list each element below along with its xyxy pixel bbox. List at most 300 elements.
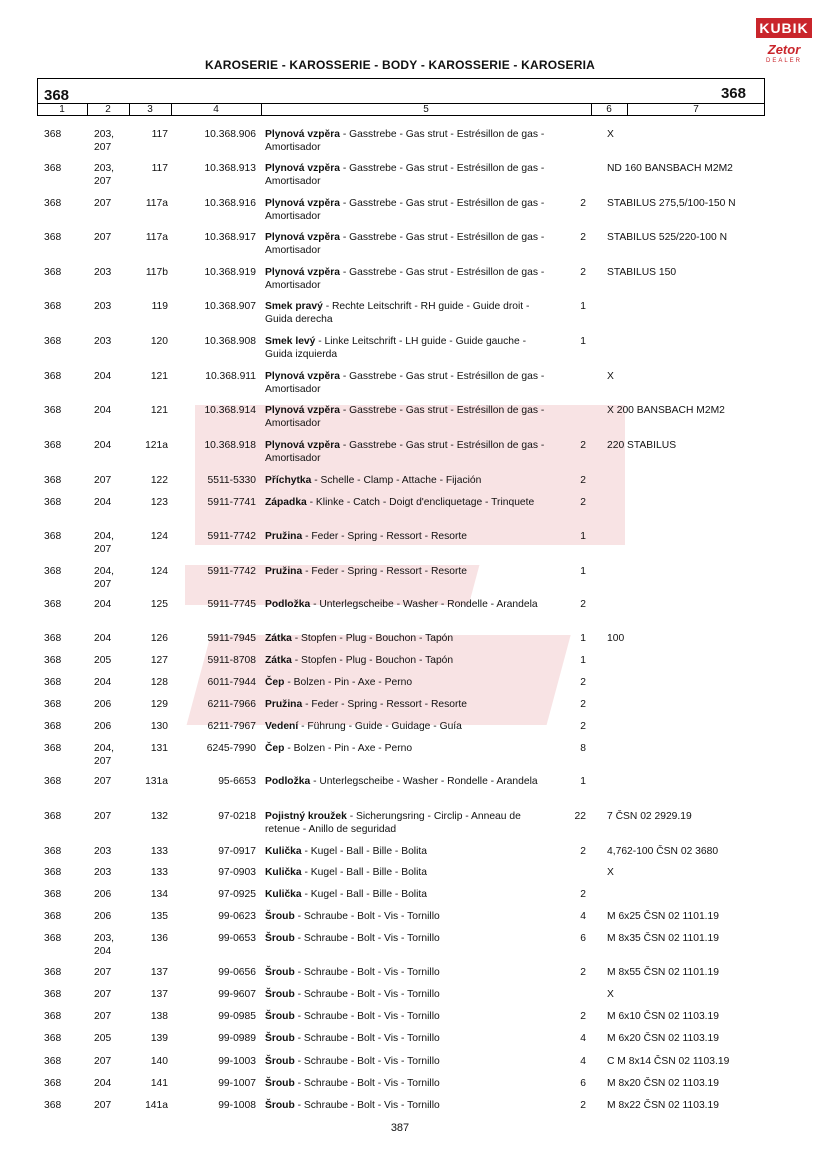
part-translations: - Kugel - Ball - Bille - Bolita	[301, 867, 427, 878]
group-cell: 368	[44, 889, 62, 900]
quantity-cell: 2	[580, 267, 586, 278]
position-cell: 141a	[145, 1100, 168, 1111]
part-number-cell: 99-1007	[218, 1078, 256, 1089]
figure-cell: 206	[94, 721, 112, 732]
description-cell	[265, 632, 551, 645]
part-name: Šroub	[265, 911, 295, 922]
part-name: Plynová vzpěra	[265, 371, 340, 382]
part-number-cell: 99-0985	[218, 1011, 256, 1022]
group-cell: 368	[44, 1078, 62, 1089]
note-cell: STABILUS 525/220-100 N	[607, 232, 728, 243]
note-cell: M 6x10 ČSN 02 1103.19	[607, 1011, 719, 1022]
note-cell: X	[607, 129, 614, 140]
quantity-cell: 2	[580, 599, 586, 610]
figure-cell: 204	[94, 633, 112, 644]
description-cell	[265, 988, 551, 1001]
description-cell	[265, 474, 551, 487]
part-name: Plynová vzpěra	[265, 129, 340, 140]
figure-cell: 203	[94, 336, 112, 347]
description-cell	[265, 128, 551, 154]
part-number-cell: 6011-7944	[207, 677, 256, 688]
note-cell: M 8x22 ČSN 02 1103.19	[607, 1100, 719, 1111]
description-cell	[265, 866, 551, 879]
part-number-cell: 97-0218	[218, 811, 256, 822]
description-cell	[265, 845, 551, 858]
note-cell: M 6x25 ČSN 02 1101.19	[607, 911, 719, 922]
group-cell: 368	[44, 232, 62, 243]
note-cell: 7 ČSN 02 2929.19	[607, 811, 692, 822]
description-cell	[265, 598, 551, 611]
group-cell: 368	[44, 989, 62, 1000]
description-cell	[265, 565, 551, 578]
column-header-3: 3	[129, 104, 172, 116]
group-cell: 368	[44, 911, 62, 922]
position-cell: 133	[150, 846, 168, 857]
column-header-2: 2	[87, 104, 130, 116]
description-cell	[265, 162, 551, 188]
description-cell	[265, 676, 551, 689]
description-cell	[265, 1032, 551, 1045]
description-cell	[265, 335, 551, 361]
note-cell: STABILUS 275,5/100-150 N	[607, 198, 736, 209]
figure-cell: 203	[94, 867, 112, 878]
group-code-right: 368	[720, 85, 746, 102]
position-cell: 121	[150, 405, 168, 416]
part-name: Západka	[265, 497, 307, 508]
note-cell: X	[607, 867, 614, 878]
group-cell: 368	[44, 776, 62, 787]
part-translations: - Gasstrebe - Gas strut - Estrésillon de gas - Amortisador	[265, 163, 545, 187]
position-cell: 124	[150, 566, 168, 577]
group-cell: 368	[44, 497, 62, 508]
part-translations: - Rechte Leitschrift - RH guide - Guide droit - Guida derecha	[265, 301, 530, 325]
position-cell: 117	[151, 163, 168, 174]
position-cell: 139	[150, 1033, 168, 1044]
part-name: Zátka	[265, 655, 292, 666]
group-cell: 368	[44, 440, 62, 451]
position-cell: 130	[150, 721, 168, 732]
description-cell	[265, 1010, 551, 1023]
part-name: Čep	[265, 743, 285, 754]
group-cell: 368	[44, 198, 62, 209]
description-cell	[265, 698, 551, 711]
part-translations: - Gasstrebe - Gas strut - Estrésillon de gas - Amortisador	[265, 440, 545, 464]
part-number-cell: 99-0623	[218, 911, 256, 922]
part-number-cell: 10.368.906	[204, 129, 256, 140]
part-name: Šroub	[265, 967, 295, 978]
part-number-cell: 10.368.919	[204, 267, 256, 278]
figure-cell: 204	[94, 497, 112, 508]
position-cell: 135	[150, 911, 168, 922]
part-translations: - Gasstrebe - Gas strut - Estrésillon de gas - Amortisador	[265, 129, 545, 153]
part-name: Kulička	[265, 889, 302, 900]
group-cell: 368	[44, 655, 62, 666]
quantity-cell: 2	[580, 475, 586, 486]
position-cell: 117b	[145, 267, 168, 278]
description-cell	[265, 932, 551, 945]
figure-cell: 203, 207	[94, 163, 115, 187]
position-cell: 126	[150, 633, 168, 644]
quantity-cell: 1	[580, 531, 586, 542]
quantity-cell: 2	[580, 198, 586, 209]
description-cell	[265, 496, 551, 509]
figure-cell: 207	[94, 1100, 112, 1111]
part-translations: - Schraube - Bolt - Vis - Tornillo	[294, 989, 440, 1000]
part-number-cell: 99-0989	[218, 1033, 256, 1044]
description-cell	[265, 231, 551, 257]
part-translations: - Klinke - Catch - Doigt d'encliquetage - Trinquete	[306, 497, 535, 508]
part-number-cell: 10.368.908	[204, 336, 256, 347]
note-cell: STABILUS 150	[607, 267, 677, 278]
part-name: Podložka	[265, 776, 311, 787]
part-number-cell: 10.368.911	[205, 371, 256, 382]
description-cell	[265, 370, 551, 396]
part-translations: - Schraube - Bolt - Vis - Tornillo	[294, 1078, 440, 1089]
column-header-7: 7	[693, 104, 699, 115]
group-cell: 368	[44, 475, 62, 486]
part-translations: - Feder - Spring - Ressort - Resorte	[302, 699, 467, 710]
column-header-4: 4	[171, 104, 262, 116]
kubik-logo-text: KUBIK	[756, 18, 812, 38]
part-number-cell: 10.368.916	[204, 198, 256, 209]
figure-cell: 204	[94, 677, 112, 688]
note-cell: ND 160 BANSBACH M2M2	[607, 163, 733, 174]
position-cell: 117a	[145, 198, 168, 209]
position-cell: 131a	[145, 776, 168, 787]
quantity-cell: 6	[580, 1078, 586, 1089]
part-name: Šroub	[265, 1078, 295, 1089]
part-name: Šroub	[265, 1100, 295, 1111]
position-cell: 117a	[145, 232, 168, 243]
figure-cell: 203	[94, 846, 112, 857]
part-name: Pružina	[265, 566, 303, 577]
part-number-cell: 97-0925	[218, 889, 256, 900]
part-translations: - Schraube - Bolt - Vis - Tornillo	[294, 933, 440, 944]
group-cell: 368	[44, 599, 62, 610]
quantity-cell: 2	[580, 1100, 586, 1111]
figure-cell: 205	[94, 655, 112, 666]
group-cell: 368	[44, 1011, 62, 1022]
part-name: Čep	[265, 677, 285, 688]
quantity-cell: 2	[580, 232, 586, 243]
part-translations: - Unterlegscheibe - Washer - Rondelle - Arandela	[310, 776, 538, 787]
part-name: Kulička	[265, 867, 302, 878]
part-translations: - Gasstrebe - Gas strut - Estrésillon de gas - Amortisador	[265, 405, 545, 429]
quantity-cell: 2	[580, 497, 586, 508]
position-cell: 137	[150, 989, 168, 1000]
figure-cell: 204, 207	[94, 566, 115, 590]
note-cell: C M 8x14 ČSN 02 1103.19	[607, 1056, 730, 1067]
figure-cell: 204, 207	[94, 743, 115, 767]
description-cell	[265, 197, 551, 223]
group-cell: 368	[44, 867, 62, 878]
quantity-cell: 2	[580, 846, 586, 857]
part-translations: - Gasstrebe - Gas strut - Estrésillon de gas - Amortisador	[265, 198, 545, 222]
quantity-cell: 1	[580, 633, 586, 644]
part-name: Plynová vzpěra	[265, 198, 340, 209]
quantity-cell: 2	[580, 1011, 586, 1022]
note-cell: 4,762-100 ČSN 02 3680	[607, 846, 719, 857]
part-translations: - Schraube - Bolt - Vis - Tornillo	[294, 1056, 440, 1067]
position-cell: 138	[150, 1011, 168, 1022]
part-number-cell: 99-0656	[218, 967, 256, 978]
part-name: Pružina	[265, 699, 303, 710]
part-number-cell: 10.368.918	[204, 440, 256, 451]
figure-cell: 207	[94, 198, 112, 209]
description-cell	[265, 439, 551, 465]
figure-cell: 204, 207	[94, 531, 115, 555]
part-translations: - Stopfen - Plug - Bouchon - Tapón	[291, 633, 454, 644]
part-translations: - Bolzen - Pin - Axe - Perno	[284, 743, 413, 754]
part-name: Šroub	[265, 1056, 295, 1067]
group-cell: 368	[44, 301, 62, 312]
part-number-cell: 99-1003	[218, 1056, 256, 1067]
position-cell: 132	[150, 811, 168, 822]
part-translations: - Feder - Spring - Ressort - Resorte	[302, 531, 467, 542]
figure-cell: 204	[94, 371, 112, 382]
part-translations: - Kugel - Ball - Bille - Bolita	[301, 889, 427, 900]
figure-cell: 207	[94, 776, 112, 787]
part-number-cell: 6245-7990	[206, 743, 256, 754]
column-header-6: 6	[591, 104, 628, 116]
quantity-cell: 4	[580, 1056, 586, 1067]
figure-cell: 203, 204	[94, 933, 115, 957]
part-translations: - Kugel - Ball - Bille - Bolita	[301, 846, 427, 857]
note-cell: M 8x20 ČSN 02 1103.19	[607, 1078, 719, 1089]
part-number-cell: 99-1008	[218, 1100, 256, 1111]
quantity-cell: 4	[580, 911, 586, 922]
part-translations: - Stopfen - Plug - Bouchon - Tapón	[291, 655, 454, 666]
part-name: Plynová vzpěra	[265, 232, 340, 243]
position-cell: 128	[150, 677, 168, 688]
description-cell	[265, 742, 551, 755]
description-cell	[265, 654, 551, 667]
part-translations: - Gasstrebe - Gas strut - Estrésillon de gas - Amortisador	[265, 371, 545, 395]
group-cell: 368	[44, 163, 62, 174]
part-name: Podložka	[265, 599, 311, 610]
group-cell: 368	[44, 743, 62, 754]
part-number-cell: 5911-7745	[207, 599, 256, 610]
group-cell: 368	[44, 267, 62, 278]
group-cell: 368	[44, 1033, 62, 1044]
part-number-cell: 10.368.914	[204, 405, 256, 416]
group-cell: 368	[44, 633, 62, 644]
part-name: Pružina	[265, 531, 303, 542]
group-cell: 368	[44, 699, 62, 710]
part-translations: - Schraube - Bolt - Vis - Tornillo	[294, 1011, 440, 1022]
figure-cell: 203, 207	[94, 129, 115, 153]
quantity-cell: 6	[580, 933, 586, 944]
part-name: Šroub	[265, 933, 295, 944]
part-translations: - Schelle - Clamp - Attache - Fijación	[311, 475, 482, 486]
group-cell: 368	[44, 1056, 62, 1067]
dealer-logo-text: DEALER	[765, 58, 802, 64]
figure-cell: 206	[94, 699, 112, 710]
quantity-cell: 2	[580, 721, 586, 732]
part-number-cell: 5911-7945	[207, 633, 256, 644]
part-translations: - Sicherungsring - Circlip - Anneau de retenue - Anillo de seguridad	[265, 811, 521, 835]
quantity-cell: 4	[580, 1033, 586, 1044]
figure-cell: 207	[94, 475, 112, 486]
column-header-1: 1	[37, 104, 88, 116]
part-name: Smek levý	[265, 336, 316, 347]
position-cell: 134	[150, 889, 168, 900]
part-name: Kulička	[265, 846, 302, 857]
description-cell	[265, 966, 551, 979]
figure-cell: 207	[94, 1011, 112, 1022]
part-name: Příchytka	[265, 475, 312, 486]
group-cell: 368	[44, 336, 62, 347]
group-cell: 368	[44, 721, 62, 732]
position-cell: 125	[150, 599, 168, 610]
group-cell: 368	[44, 566, 62, 577]
figure-cell: 206	[94, 911, 112, 922]
description-cell	[265, 810, 551, 836]
part-number-cell: 99-9607	[218, 989, 256, 1000]
description-cell	[265, 1055, 551, 1068]
group-cell: 368	[44, 405, 62, 416]
zetor-logo-text: Zetor	[767, 42, 801, 57]
position-cell: 140	[150, 1056, 168, 1067]
description-cell	[265, 888, 551, 901]
note-cell: X	[607, 989, 614, 1000]
figure-cell: 207	[94, 989, 112, 1000]
figure-cell: 206	[94, 889, 112, 900]
part-number-cell: 5511-5330	[207, 475, 256, 486]
figure-cell: 207	[94, 232, 112, 243]
group-cell: 368	[44, 933, 62, 944]
part-number-cell: 97-0903	[218, 867, 256, 878]
group-cell: 368	[44, 677, 62, 688]
part-name: Zátka	[265, 633, 292, 644]
group-cell: 368	[44, 967, 62, 978]
part-number-cell: 6211-7967	[207, 721, 256, 732]
position-cell: 120	[150, 336, 168, 347]
position-cell: 141	[150, 1078, 168, 1089]
part-name: Plynová vzpěra	[265, 440, 340, 451]
part-translations: - Gasstrebe - Gas strut - Estrésillon de gas - Amortisador	[265, 232, 545, 256]
note-cell: M 6x20 ČSN 02 1103.19	[607, 1033, 719, 1044]
part-translations: - Schraube - Bolt - Vis - Tornillo	[294, 1100, 440, 1111]
position-cell: 117	[151, 129, 168, 140]
figure-cell: 207	[94, 967, 112, 978]
part-number-cell: 10.368.917	[204, 232, 256, 243]
figure-cell: 207	[94, 811, 112, 822]
group-cell: 368	[44, 846, 62, 857]
group-code-left: 368	[44, 87, 70, 104]
part-number-cell: 5911-7742	[207, 566, 256, 577]
figure-cell: 204	[94, 599, 112, 610]
description-cell	[265, 1077, 551, 1090]
note-cell: X 200 BANSBACH M2M2	[607, 405, 725, 416]
figure-cell: 204	[94, 440, 112, 451]
figure-cell: 203	[94, 301, 112, 312]
note-cell: 100	[607, 633, 625, 644]
quantity-cell: 2	[580, 889, 586, 900]
part-translations: - Gasstrebe - Gas strut - Estrésillon de gas - Amortisador	[265, 267, 545, 291]
part-translations: - Schraube - Bolt - Vis - Tornillo	[294, 1033, 440, 1044]
description-cell	[265, 530, 551, 543]
part-number-cell: 5911-7742	[207, 531, 256, 542]
figure-cell: 207	[94, 1056, 112, 1067]
position-cell: 137	[150, 967, 168, 978]
part-translations: - Linke Leitschrift - LH guide - Guide gauche - Guida izquierda	[265, 336, 527, 360]
part-number-cell: 5911-8708	[207, 655, 256, 666]
quantity-cell: 1	[580, 301, 586, 312]
group-cell: 368	[44, 371, 62, 382]
part-translations: - Führung - Guide - Guidage - Guía	[298, 721, 462, 732]
group-cell: 368	[44, 1100, 62, 1111]
position-cell: 119	[151, 301, 168, 312]
description-cell	[265, 1099, 551, 1112]
group-cell: 368	[44, 129, 62, 140]
figure-cell: 205	[94, 1033, 112, 1044]
part-number-cell: 95-6653	[218, 776, 256, 787]
position-cell: 123	[150, 497, 168, 508]
part-name: Pojistný kroužek	[265, 811, 347, 822]
part-name: Plynová vzpěra	[265, 267, 340, 278]
part-translations: - Schraube - Bolt - Vis - Tornillo	[294, 911, 440, 922]
part-number-cell: 5911-7741	[207, 497, 256, 508]
part-number-cell: 10.368.913	[204, 163, 256, 174]
part-name: Šroub	[265, 1033, 295, 1044]
description-cell	[265, 300, 551, 326]
position-cell: 124	[150, 531, 168, 542]
figure-cell: 204	[94, 1078, 112, 1089]
description-cell	[265, 910, 551, 923]
part-number-cell: 6211-7966	[207, 699, 256, 710]
quantity-cell: 1	[580, 776, 586, 787]
figure-cell: 204	[94, 405, 112, 416]
quantity-cell: 1	[580, 655, 586, 666]
part-translations: - Bolzen - Pin - Axe - Perno	[284, 677, 413, 688]
position-cell: 129	[150, 699, 168, 710]
part-translations: - Unterlegscheibe - Washer - Rondelle - Arandela	[310, 599, 538, 610]
position-cell: 121a	[145, 440, 168, 451]
position-cell: 122	[150, 475, 168, 486]
position-cell: 127	[150, 655, 168, 666]
quantity-cell: 22	[574, 811, 586, 822]
quantity-cell: 1	[580, 566, 586, 577]
quantity-cell: 1	[580, 336, 586, 347]
note-cell: M 8x35 ČSN 02 1101.19	[607, 933, 719, 944]
part-name: Šroub	[265, 989, 295, 1000]
note-cell: X	[607, 371, 614, 382]
note-cell: M 8x55 ČSN 02 1101.19	[607, 967, 719, 978]
part-name: Smek pravý	[265, 301, 323, 312]
position-cell: 121	[150, 371, 168, 382]
group-cell: 368	[44, 531, 62, 542]
description-cell	[265, 775, 551, 788]
page-number: 387	[390, 1122, 410, 1134]
part-name: Šroub	[265, 1011, 295, 1022]
part-name: Plynová vzpěra	[265, 405, 340, 416]
part-name: Plynová vzpěra	[265, 163, 340, 174]
quantity-cell: 8	[580, 743, 586, 754]
note-cell: 220 STABILUS	[607, 440, 677, 451]
description-cell	[265, 266, 551, 292]
quantity-cell: 2	[580, 677, 586, 688]
quantity-cell: 2	[580, 699, 586, 710]
part-number-cell: 99-0653	[218, 933, 256, 944]
column-header-5: 5	[261, 104, 592, 116]
quantity-cell: 2	[580, 440, 586, 451]
part-number-cell: 10.368.907	[204, 301, 256, 312]
description-cell	[265, 404, 551, 430]
position-cell: 133	[150, 867, 168, 878]
section-title: KAROSERIE - KAROSSERIE - BODY - KAROSSERIE - KAROSERIA	[205, 58, 595, 72]
part-translations: - Schraube - Bolt - Vis - Tornillo	[294, 967, 440, 978]
